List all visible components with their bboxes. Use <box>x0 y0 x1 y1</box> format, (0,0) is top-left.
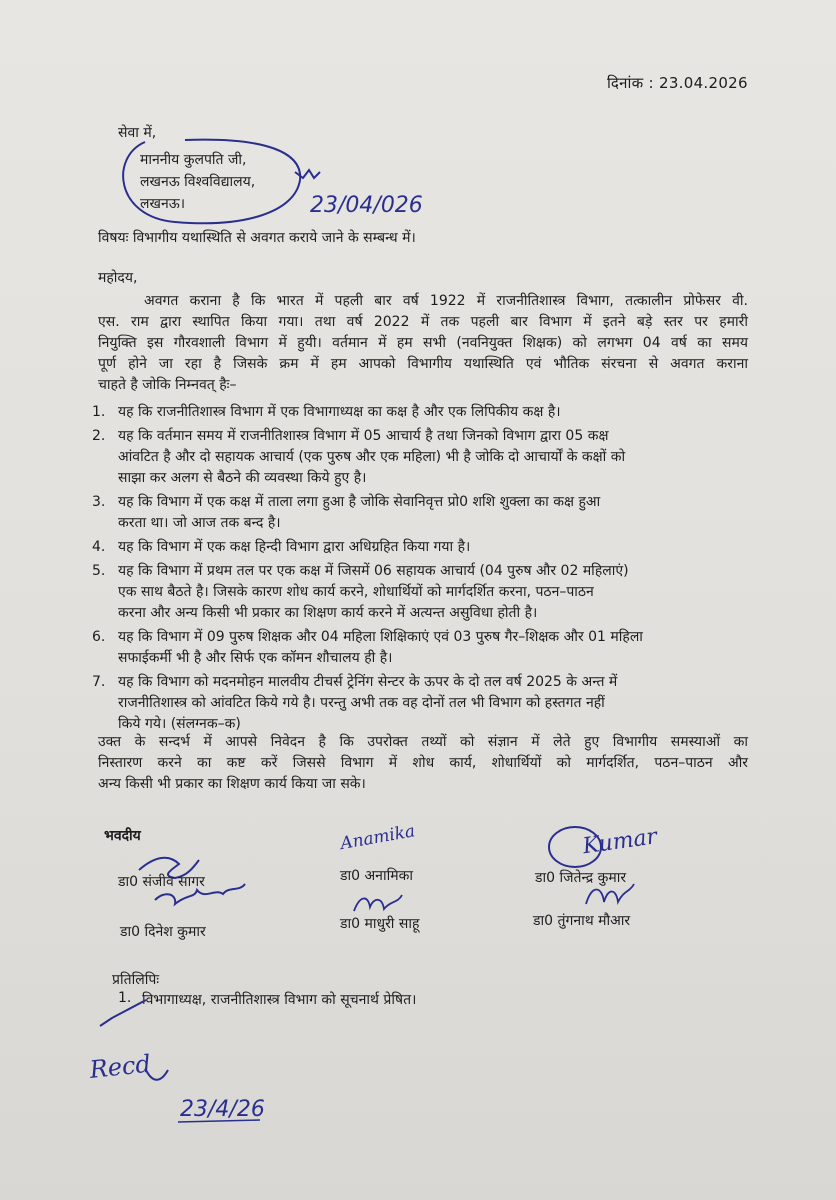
point-number: 1. <box>92 404 106 420</box>
point-line: किये गये। (संलग्नक–क) <box>118 716 241 732</box>
signatory-6: डा0 तुंगनाथ मौआर <box>533 913 631 929</box>
sign-off: भवदीय <box>104 828 141 844</box>
subject-line: विषयः विभागीय यथास्थिति से अवगत कराये जाने के सम्बन्ध में। <box>98 230 416 246</box>
address-line-1: माननीय कुलपति जी, <box>140 152 247 168</box>
point-line: यह कि विभाग को मदनमोहन मालवीय टीचर्स ट्रेनिंग सेन्टर के ऊपर के दो तल वर्ष 2025 के अन्त में <box>118 674 618 690</box>
point-line: करता था। जो आज तक बन्द है। <box>118 515 281 531</box>
receipt-stamp-date: 23/04/026 <box>310 193 423 218</box>
salutation: महोदय, <box>98 270 138 286</box>
intro-line: चाहते है जोकि निम्नवत् हैः– <box>98 377 237 393</box>
point-line: यह कि विभाग में प्रथम तल पर एक कक्ष में जिसमें 06 सहायक आचार्य (04 पुरुष और 02 महिलाएं) <box>118 563 629 579</box>
intro-line: एस. राम द्वारा स्थापित किया गया। तथा वर्ष 2022 में तक पहली बार विभाग में इतने बड़े स्तर पर हमारी <box>98 314 748 330</box>
list-item <box>92 627 752 669</box>
list-item <box>92 672 752 735</box>
copy-item-number: 1. <box>118 990 132 1006</box>
signature-kumar-text: Kumar <box>581 824 659 860</box>
closing-line: निस्तारण करने का कष्ट करें जिससे विभाग में शोध कार्य, शोधार्थियों को मार्गदर्शित, पठन–पाठन और <box>98 755 748 771</box>
copy-tick-mark <box>94 996 154 1036</box>
list-item <box>92 492 752 534</box>
closing-line: उक्त के सन्दर्भ में आपसे निवेदन है कि उपरोक्त तथ्यों को संज्ञान में लेते हुए विभागीय समस्याओं का <box>98 734 748 750</box>
copy-heading: प्रतिलिपिः <box>112 972 160 988</box>
signatory-1: डा0 संजीव सागर <box>118 874 205 890</box>
point-line: यह कि विभाग में एक कक्ष में ताला लगा हुआ है जोकि सेवानिवृत्त प्रो0 शशि शुक्ला का कक्ष हुआ <box>118 494 601 510</box>
list-item <box>92 426 752 489</box>
received-note <box>88 1040 288 1130</box>
point-line: राजनीतिशास्त्र को आंवटित किये गये है। परन्तु अभी तक वह दोनों तल भी विभाग को हस्तगत नहीं <box>118 695 605 711</box>
point-number: 6. <box>92 629 106 645</box>
intro-line: अवगत कराना है कि भारत में पहली बार वर्ष 1922 में राजनीतिशास्त्र विभाग, तत्कालीन प्रोफेसर वी. <box>144 293 748 309</box>
point-number: 3. <box>92 494 106 510</box>
point-number: 4. <box>92 539 106 555</box>
point-line: यह कि वर्तमान समय में राजनीतिशास्त्र विभाग में 05 आचार्य है तथा जिनको विभाग द्वारा 05 कक्ष <box>118 428 609 444</box>
received-note-text: Recd <box>88 1049 152 1084</box>
list-item <box>92 561 752 624</box>
signature-anamika-text: Anamika <box>338 821 417 855</box>
copy-item: विभागाध्यक्ष, राजनीतिशास्त्र विभाग को सूचनार्थ प्रेषित। <box>142 992 417 1008</box>
address-line-3: लखनऊ। <box>140 196 186 212</box>
intro-line: पूर्ण होने जा रहा है जिसके क्रम में हम आपको विभागीय यथास्थिति एवं भौतिक संरचना से अवगत कराना <box>98 356 748 372</box>
intro-line: नियुक्ति इस गौरवशाली विभाग में हुयी। वर्तमान में हम सभी (नवनियुक्त शिक्षक) को लगभग 04 वर्ष का समय <box>98 335 748 351</box>
list-item <box>92 402 752 423</box>
signatory-2: डा0 अनामिका <box>340 868 413 884</box>
point-line: साझा कर अलग से बैठने की व्यवस्था किये हुए है। <box>118 470 367 486</box>
receipt-stamp-scribble <box>115 132 445 232</box>
point-line: आंवटित है और दो सहायक आचार्य (एक पुरुष और एक महिला) भी है जोकि दो आचार्यों के कक्षों को <box>118 449 626 465</box>
points-list <box>92 402 752 738</box>
signature-anamika <box>330 808 440 858</box>
point-line: यह कि राजनीतिशास्त्र विभाग में एक विभागाध्यक्ष का कक्ष है और एक लिपिकीय कक्ष है। <box>118 404 561 420</box>
intro-paragraph <box>98 291 748 396</box>
list-item <box>92 537 752 558</box>
point-line: सफाईकर्मी भी है और सिर्फ एक कॉमन शौचालय ही है। <box>118 650 393 666</box>
letter-date: दिनांक : 23.04.2026 <box>607 74 748 92</box>
point-number: 5. <box>92 563 106 579</box>
signature-kumar <box>535 815 695 875</box>
point-line: यह कि विभाग में एक कक्ष हिन्दी विभाग द्वारा अधिग्रहित किया गया है। <box>118 539 471 555</box>
to-greeting: सेवा में, <box>118 125 157 141</box>
received-date: 23/4/26 <box>180 1097 265 1122</box>
closing-paragraph <box>98 732 748 795</box>
point-line: करना और अन्य किसी भी प्रकार का शिक्षण कार्य करने में अत्यन्त असुविधा होती है। <box>118 605 538 621</box>
address-line-2: लखनऊ विश्वविद्यालय, <box>140 174 256 190</box>
signatory-5: डा0 माधुरी साहू <box>340 916 420 932</box>
point-number: 2. <box>92 428 106 444</box>
signatory-4: डा0 दिनेश कुमार <box>120 924 206 940</box>
point-number: 7. <box>92 674 106 690</box>
point-line: एक साथ बैठते है। जिसके कारण शोध कार्य करने, शोधार्थियों को मार्गदर्शित करना, पठन–पाठन <box>118 584 594 600</box>
closing-line: अन्य किसी भी प्रकार का शिक्षण कार्य किया जा सके। <box>98 776 366 792</box>
point-line: यह कि विभाग में 09 पुरुष शिक्षक और 04 महिला शिक्षिकाएं एवं 03 पुरुष गैर–शिक्षक और 01 महिला <box>118 629 643 645</box>
signatory-3: डा0 जितेन्द्र कुमार <box>535 870 627 886</box>
